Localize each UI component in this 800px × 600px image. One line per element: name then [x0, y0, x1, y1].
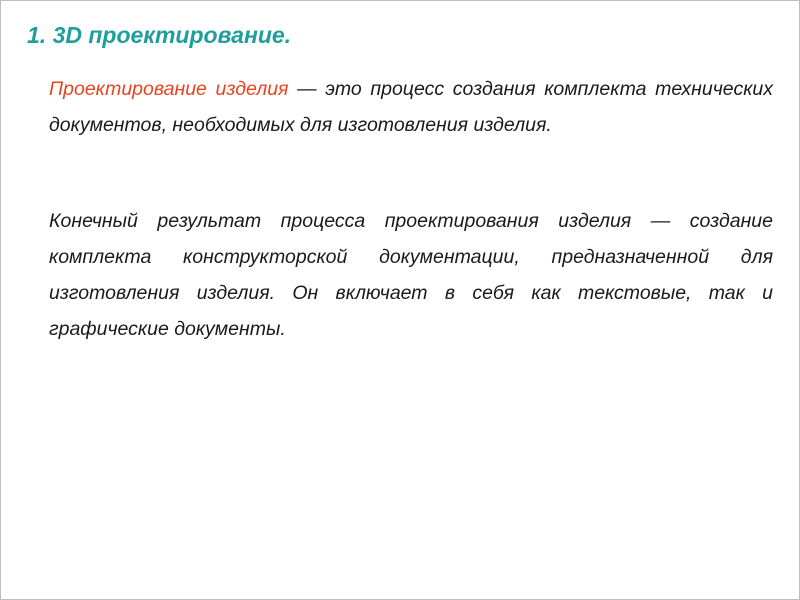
definition-paragraph [49, 71, 773, 143]
highlighted-term: Проектирование изделия [49, 78, 289, 100]
result-paragraph: Конечный результат процесса проектирования изделия — создание комплекта конструкторской документации, предназначенной для изготовления изделия. Он включает в себя как текстовые, так и графические документы. [49, 210, 773, 340]
slide-title: 1. 3D проектирование. [27, 22, 292, 48]
definition-text: — это процесс создания комплекта технических документов, необходимых для изготовления изделия. [49, 78, 773, 136]
